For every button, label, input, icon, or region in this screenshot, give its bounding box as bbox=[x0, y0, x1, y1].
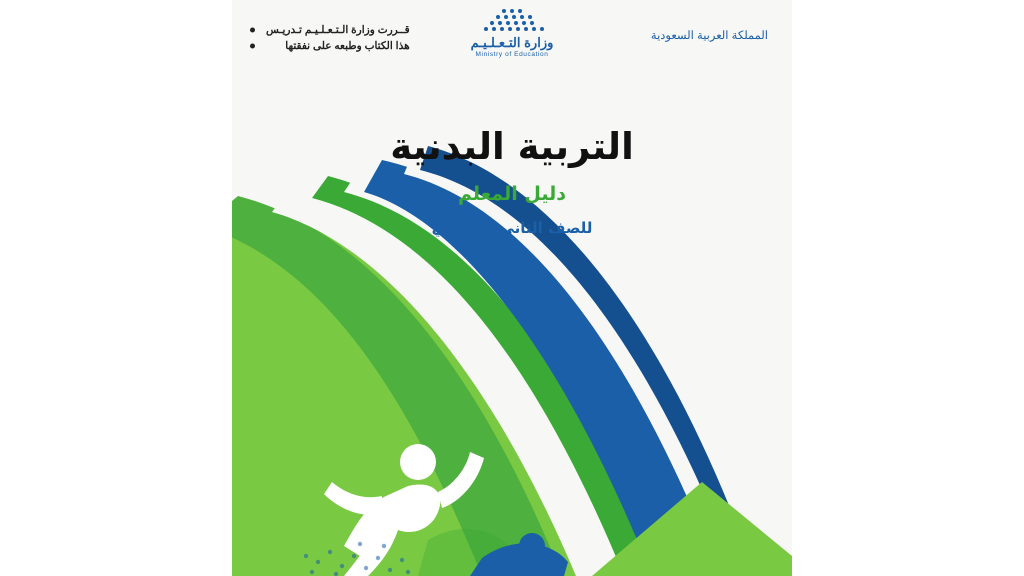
book-subtitle: دليل المعلم bbox=[458, 183, 566, 206]
title-block bbox=[232, 125, 792, 237]
approval-line-1: قــررت وزارة الـتـعـلـيـم تـدريـس bbox=[250, 22, 410, 38]
approval-line-2: هذا الكتاب وطبعه على نفقتها bbox=[250, 38, 410, 54]
ministry-of-education-logo bbox=[447, 8, 577, 58]
ministry-name-en: Ministry of Education bbox=[475, 51, 549, 59]
approval-statement bbox=[250, 22, 410, 55]
kingdom-label: المملكة العربية السعودية bbox=[650, 30, 768, 42]
left-letterbox bbox=[0, 0, 232, 576]
book-title: التربية البدنية bbox=[390, 125, 634, 168]
moe-dots-icon bbox=[474, 8, 550, 34]
right-letterbox bbox=[792, 0, 1024, 576]
running-athlete-silhouette-artwork bbox=[232, 0, 792, 576]
book-grade-level: للصف الثاني الابتدائي bbox=[431, 219, 593, 238]
ministry-name-ar: وزارة التـعـلـيـم bbox=[470, 35, 554, 50]
book-cover bbox=[232, 0, 792, 576]
cover-header bbox=[232, 0, 792, 86]
